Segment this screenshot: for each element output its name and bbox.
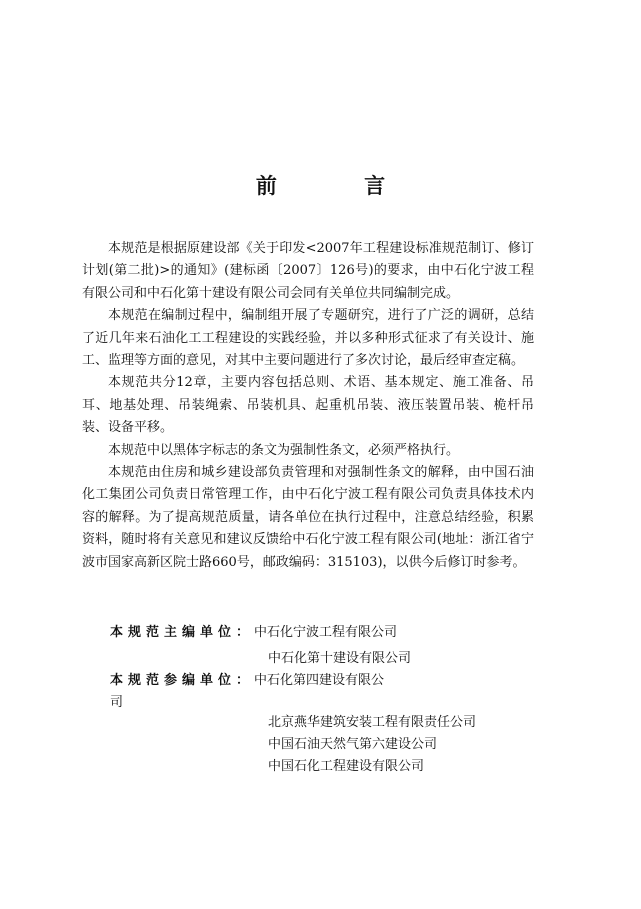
chief-editor-label: 本规范主编单位：	[110, 625, 255, 640]
chief-editor-org-1: 中石化宁波工程有限公司	[254, 625, 398, 640]
participating-org-2: 北京燕华建筑安装工程有限责任公司	[268, 715, 477, 730]
participating-org-1: 中石化第四建设有限公	[254, 673, 385, 688]
chief-editor-row	[110, 622, 550, 644]
page-title: 前 言	[255, 174, 426, 198]
paragraph-basis: 本规范是根据原建设部《关于印发<2007年工程建设标准规范制订、修订计划(第二批)>的通知》(建标函〔2007〕126号)的要求，由中石化宁波工程有限公司和中石化第十建设有限公司会同有关单位共同编制完成。	[82, 241, 534, 301]
participating-row	[110, 670, 550, 692]
participating-org-1-wrap: 司	[110, 695, 124, 710]
participating-org-4: 中国石化工程建设有限公司	[268, 759, 425, 774]
paragraph-management: 本规范由住房和城乡建设部负责管理和对强制性条文的解释，由中国石油化工集团公司负责日常管理工作，由中石化宁波工程有限公司负责具体技术内容的解释。为了提高规范质量，请各单位在执行过程中，注意总结经验，积累资料，随时将有关意见和建议反馈给中石化宁波工程有限公司(地址：浙江省宁波市国家高新区院士路660号，邮政编码：315103)，以供今后修订时参考。	[82, 465, 534, 570]
participating-label: 本规范参编单位：	[110, 673, 255, 688]
paragraph-mandatory: 本规范中以黑体字标志的条文为强制性条文，必须严格执行。	[108, 442, 460, 458]
preface-body	[82, 238, 534, 574]
paragraph-process: 本规范在编制过程中，编制组开展了专题研究，进行了广泛的调研，总结了近几年来石油化工工程建设的实践经验，并以多种形式征求了有关设计、施工、监理等方面的意见，对其中主要问题进行了多次讨论，最后经审查定稿。	[82, 308, 534, 369]
chief-editor-org-2: 中石化第十建设有限公司	[268, 651, 412, 666]
paragraph-contents: 本规范共分12章，主要内容包括总则、术语、基本规定、施工准备、吊耳、地基处理、吊装绳索、吊装机具、起重机吊装、液压装置吊装、桅杆吊装、设备平移。	[82, 375, 534, 436]
participating-org-3: 中国石油天然气第六建设公司	[268, 737, 438, 752]
